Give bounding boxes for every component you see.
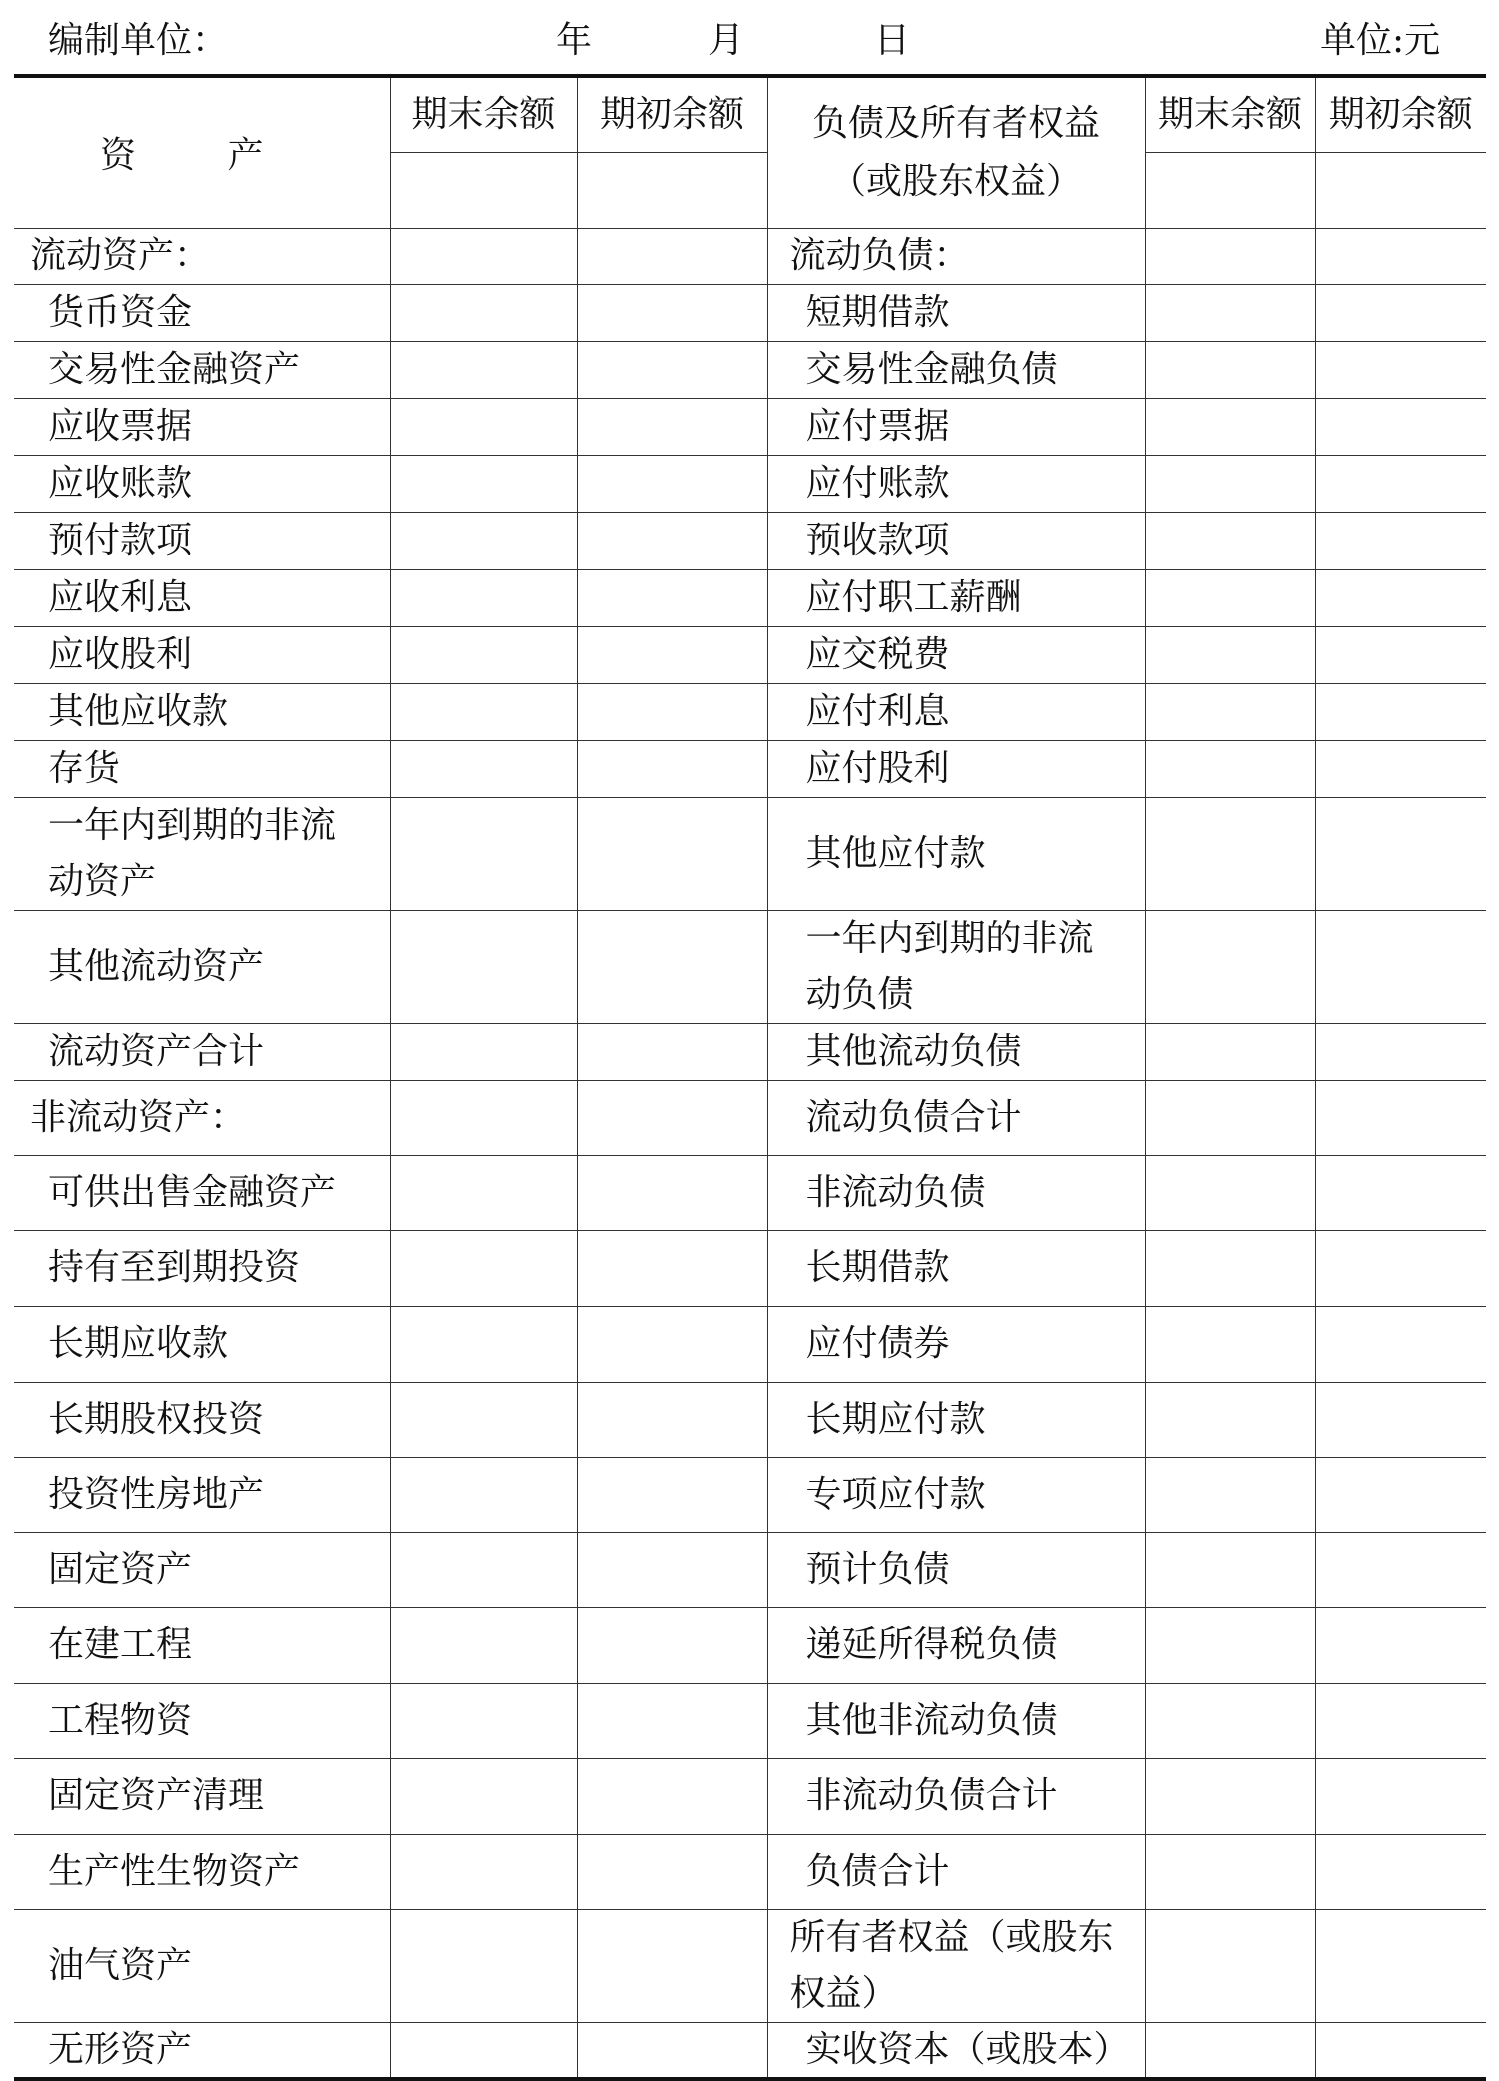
asset-opening-balance-cell [577, 740, 767, 797]
liability-ending-balance-cell [1145, 1758, 1315, 1834]
table-row [14, 1607, 1486, 1683]
asset-ending-balance-cell [390, 1155, 577, 1230]
asset-opening-balance-cell [577, 1382, 767, 1457]
asset-ending-balance-cell [390, 1909, 577, 2022]
asset-opening-balance-cell [577, 1155, 767, 1230]
asset-item-label: 投资性房地产 [14, 1457, 390, 1532]
table-row [14, 1457, 1486, 1532]
liability-opening-balance-header: 期初余额 [1315, 76, 1486, 152]
liability-ending-balance-cell [1145, 1230, 1315, 1306]
liability-ending-balance-cell [1145, 1607, 1315, 1683]
asset-opening-balance-cell [577, 1306, 767, 1382]
liability-opening-balance-cell [1315, 740, 1486, 797]
liability-opening-balance-cell [1315, 626, 1486, 683]
asset-opening-balance-cell [577, 910, 767, 1023]
liability-ending-balance-cell [1145, 1457, 1315, 1532]
asset-opening-balance-cell [577, 284, 767, 341]
table-row [14, 512, 1486, 569]
liability-opening-balance-cell [1315, 284, 1486, 341]
liability-item-label: 应付账款 [767, 455, 1145, 512]
assets-column-header: 资 产 [14, 76, 390, 228]
liability-item-label: 专项应付款 [767, 1457, 1145, 1532]
liability-item-label: 非流动负债合计 [767, 1758, 1145, 1834]
asset-ending-balance-cell [390, 228, 577, 284]
liability-item-label: 非流动负债 [767, 1155, 1145, 1230]
asset-ending-balance-cell [390, 1230, 577, 1306]
table-row [14, 683, 1486, 740]
liability-opening-balance-cell [1315, 683, 1486, 740]
liability-item-label: 应交税费 [767, 626, 1145, 683]
liability-ending-balance-cell [1145, 683, 1315, 740]
table-row [14, 341, 1486, 398]
liability-opening-balance-cell [1315, 1080, 1486, 1155]
liability-ending-balance-cell [1145, 1080, 1315, 1155]
liability-ending-balance-cell [1145, 1683, 1315, 1758]
liability-opening-balance-cell [1315, 1758, 1486, 1834]
liability-opening-balance-cell [1315, 1909, 1486, 2022]
asset-ending-balance-cell [390, 797, 577, 910]
liability-item-label: 应付职工薪酬 [767, 569, 1145, 626]
asset-item-label: 应收利息 [14, 569, 390, 626]
liability-item-label: 其他应付款 [767, 797, 1145, 910]
asset-item-label: 生产性生物资产 [14, 1834, 390, 1909]
liability-ending-balance-cell [1145, 512, 1315, 569]
asset-item-label: 油气资产 [14, 1909, 390, 2022]
asset-item-label: 工程物资 [14, 1683, 390, 1758]
liability-item-label: 其他流动负债 [767, 1023, 1145, 1080]
asset-opening-balance-cell [577, 1230, 767, 1306]
liability-ending-balance-cell [1145, 1306, 1315, 1382]
asset-item-label: 固定资产清理 [14, 1758, 390, 1834]
asset-opening-balance-cell [577, 1909, 767, 2022]
table-header-row [14, 76, 1486, 152]
liability-ending-balance-cell [1145, 1909, 1315, 2022]
liability-item-label: 交易性金融负债 [767, 341, 1145, 398]
liability-ending-balance-cell [1145, 398, 1315, 455]
asset-opening-balance-cell [577, 398, 767, 455]
asset-ending-balance-cell [390, 1457, 577, 1532]
table-row [14, 1683, 1486, 1758]
asset-ending-balance-cell [390, 398, 577, 455]
asset-item-label: 货币资金 [14, 284, 390, 341]
asset-ending-balance-cell [390, 1382, 577, 1457]
liability-opening-balance-cell [1315, 398, 1486, 455]
table-row [14, 1834, 1486, 1909]
liability-opening-balance-cell [1315, 1155, 1486, 1230]
liability-item-label: 一年内到期的非流动负债 [767, 910, 1145, 1023]
liability-ending-balance-cell [1145, 797, 1315, 910]
asset-ending-balance-cell [390, 1080, 577, 1155]
asset-item-label: 一年内到期的非流动资产 [14, 797, 390, 910]
liabilities-header-line2: （或股东权益） [829, 160, 1082, 202]
liability-item-label: 应付利息 [767, 683, 1145, 740]
liability-item-label: 应付股利 [767, 740, 1145, 797]
asset-opening-balance-cell [577, 2022, 767, 2079]
asset-ending-balance-cell [390, 1023, 577, 1080]
liability-item-label: 其他非流动负债 [767, 1683, 1145, 1758]
liability-opening-balance-cell [1315, 1382, 1486, 1457]
table-row [14, 1155, 1486, 1230]
asset-opening-balance-header-cell [577, 152, 767, 228]
asset-opening-balance-cell [577, 626, 767, 683]
liability-item-label: 流动负债： [767, 228, 1145, 284]
liability-item-label: 所有者权益（或股东权益） [767, 1909, 1145, 2022]
liability-ending-balance-cell [1145, 1532, 1315, 1607]
liability-item-label: 短期借款 [767, 284, 1145, 341]
liability-ending-balance-cell [1145, 1382, 1315, 1457]
liability-ending-balance-cell [1145, 1834, 1315, 1909]
liability-item-label: 长期应付款 [767, 1382, 1145, 1457]
asset-opening-balance-cell [577, 1607, 767, 1683]
liability-opening-balance-cell [1315, 1230, 1486, 1306]
asset-opening-balance-cell [577, 1758, 767, 1834]
table-row [14, 1758, 1486, 1834]
table-row [14, 455, 1486, 512]
asset-item-label: 长期股权投资 [14, 1382, 390, 1457]
asset-opening-balance-cell [577, 1683, 767, 1758]
table-row [14, 1382, 1486, 1457]
asset-opening-balance-cell [577, 455, 767, 512]
asset-opening-balance-cell [577, 1532, 767, 1607]
liability-ending-balance-cell [1145, 284, 1315, 341]
day-label: 日 [874, 20, 911, 61]
asset-item-label: 应收股利 [14, 626, 390, 683]
balance-sheet-table [14, 74, 1486, 2081]
asset-opening-balance-cell [577, 569, 767, 626]
asset-opening-balance-header: 期初余额 [577, 76, 767, 152]
asset-ending-balance-header: 期末余额 [390, 76, 577, 152]
asset-item-label: 其他流动资产 [14, 910, 390, 1023]
asset-ending-balance-cell [390, 1683, 577, 1758]
liabilities-header-line1: 负债及所有者权益 [811, 102, 1100, 144]
table-row [14, 1230, 1486, 1306]
table-row [14, 2022, 1486, 2079]
table-row [14, 284, 1486, 341]
asset-ending-balance-cell [390, 341, 577, 398]
table-row [14, 626, 1486, 683]
liability-item-label: 应付票据 [767, 398, 1145, 455]
unit-label: 单位:元 [1320, 20, 1441, 61]
compiler-label: 编制单位： [48, 20, 229, 61]
asset-item-label: 固定资产 [14, 1532, 390, 1607]
liability-ending-balance-header-cell [1145, 152, 1315, 228]
liability-ending-balance-cell [1145, 569, 1315, 626]
asset-ending-balance-cell [390, 569, 577, 626]
liability-opening-balance-cell [1315, 1683, 1486, 1758]
table-row [14, 1080, 1486, 1155]
liability-ending-balance-cell [1145, 626, 1315, 683]
asset-ending-balance-cell [390, 512, 577, 569]
liability-opening-balance-cell [1315, 797, 1486, 910]
asset-item-label: 交易性金融资产 [14, 341, 390, 398]
asset-ending-balance-cell [390, 683, 577, 740]
report-header [0, 8, 1499, 60]
asset-opening-balance-cell [577, 512, 767, 569]
liability-ending-balance-cell [1145, 2022, 1315, 2079]
asset-item-label: 预付款项 [14, 512, 390, 569]
asset-ending-balance-cell [390, 1306, 577, 1382]
asset-ending-balance-header-cell [390, 152, 577, 228]
asset-opening-balance-cell [577, 341, 767, 398]
asset-item-label: 无形资产 [14, 2022, 390, 2079]
asset-item-label: 长期应收款 [14, 1306, 390, 1382]
asset-ending-balance-cell [390, 740, 577, 797]
asset-ending-balance-cell [390, 626, 577, 683]
asset-item-label: 应收账款 [14, 455, 390, 512]
liability-ending-balance-cell [1145, 228, 1315, 284]
asset-ending-balance-cell [390, 910, 577, 1023]
asset-ending-balance-cell [390, 1758, 577, 1834]
liability-ending-balance-cell [1145, 910, 1315, 1023]
liability-opening-balance-cell [1315, 569, 1486, 626]
liability-opening-balance-cell [1315, 341, 1486, 398]
asset-opening-balance-cell [577, 228, 767, 284]
asset-item-label: 在建工程 [14, 1607, 390, 1683]
liability-item-label: 递延所得税负债 [767, 1607, 1145, 1683]
asset-opening-balance-cell [577, 1080, 767, 1155]
liability-ending-balance-cell [1145, 455, 1315, 512]
asset-item-label: 应收票据 [14, 398, 390, 455]
table-row [14, 569, 1486, 626]
table-row [14, 1306, 1486, 1382]
liability-ending-balance-header: 期末余额 [1145, 76, 1315, 152]
table-row [14, 1909, 1486, 2022]
table-row [14, 740, 1486, 797]
liability-item-label: 应付债券 [767, 1306, 1145, 1382]
liability-opening-balance-cell [1315, 1607, 1486, 1683]
liability-opening-balance-cell [1315, 1834, 1486, 1909]
asset-item-label: 可供出售金融资产 [14, 1155, 390, 1230]
liability-opening-balance-cell [1315, 2022, 1486, 2079]
asset-opening-balance-cell [577, 1834, 767, 1909]
liability-opening-balance-cell [1315, 1532, 1486, 1607]
liabilities-column-header [767, 76, 1145, 228]
asset-ending-balance-cell [390, 455, 577, 512]
asset-item-label: 流动资产： [14, 228, 390, 284]
liability-opening-balance-cell [1315, 228, 1486, 284]
table-row [14, 910, 1486, 1023]
table-row [14, 228, 1486, 284]
table-row [14, 1023, 1486, 1080]
liability-ending-balance-cell [1145, 1023, 1315, 1080]
liability-item-label: 实收资本（或股本） [767, 2022, 1145, 2079]
asset-item-label: 存货 [14, 740, 390, 797]
balance-sheet-rows [14, 228, 1486, 2079]
liability-opening-balance-cell [1315, 910, 1486, 1023]
liability-item-label: 预计负债 [767, 1532, 1145, 1607]
liability-item-label: 负债合计 [767, 1834, 1145, 1909]
table-row [14, 1532, 1486, 1607]
table-row [14, 398, 1486, 455]
liability-opening-balance-cell [1315, 455, 1486, 512]
asset-opening-balance-cell [577, 797, 767, 910]
asset-ending-balance-cell [390, 1834, 577, 1909]
asset-item-label: 持有至到期投资 [14, 1230, 390, 1306]
table-row [14, 797, 1486, 910]
liability-item-label: 长期借款 [767, 1230, 1145, 1306]
asset-opening-balance-cell [577, 1023, 767, 1080]
asset-opening-balance-cell [577, 683, 767, 740]
liability-opening-balance-cell [1315, 1457, 1486, 1532]
liability-opening-balance-cell [1315, 1023, 1486, 1080]
asset-opening-balance-cell [577, 1457, 767, 1532]
liability-ending-balance-cell [1145, 740, 1315, 797]
asset-ending-balance-cell [390, 1532, 577, 1607]
liability-item-label: 流动负债合计 [767, 1080, 1145, 1155]
asset-item-label: 其他应收款 [14, 683, 390, 740]
year-label: 年 [556, 20, 593, 61]
asset-item-label: 流动资产合计 [14, 1023, 390, 1080]
liability-opening-balance-cell [1315, 1306, 1486, 1382]
asset-ending-balance-cell [390, 284, 577, 341]
asset-ending-balance-cell [390, 1607, 577, 1683]
liability-opening-balance-header-cell [1315, 152, 1486, 228]
liability-ending-balance-cell [1145, 341, 1315, 398]
liability-opening-balance-cell [1315, 512, 1486, 569]
liability-ending-balance-cell [1145, 1155, 1315, 1230]
liability-item-label: 预收款项 [767, 512, 1145, 569]
asset-item-label: 非流动资产： [14, 1080, 390, 1155]
month-label: 月 [708, 20, 745, 61]
asset-ending-balance-cell [390, 2022, 577, 2079]
